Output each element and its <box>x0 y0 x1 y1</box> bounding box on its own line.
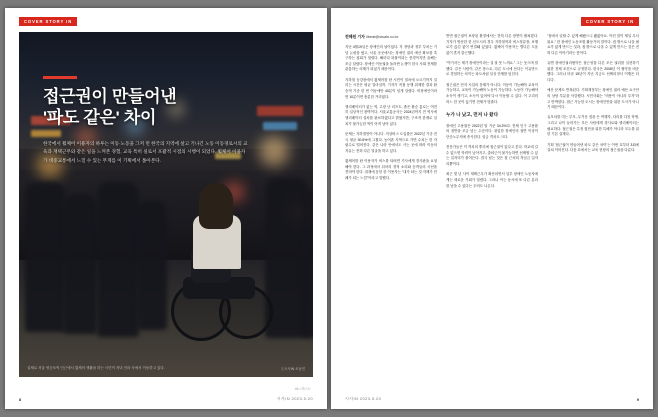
headline-line-1: 접근권이 만들어낸 <box>43 86 177 106</box>
byline <box>345 34 437 40</box>
body-paragraph: "여기서는 제가 장애인이라는 걸 잘 못 느껴요." 그는 웃으며 말했다. 같은 사람이, 같은 몸으로, 다른 도시에 산다는 이유만으로 경험하는 차이는 파도처럼 일상 전체를 덮친다. <box>446 61 538 77</box>
folio-number-right: 9 <box>636 397 639 402</box>
pedestrian-silhouette <box>303 190 313 338</box>
body-paragraph: 유모차를 미는 부모, 무거운 짐을 든 여행자, 다리를 다친 학생, 그리고 나이 들어가는 모든 사람에게 경사로와 엘리베이터는 필요하다. 접근권은 특정 집단을 위한 특혜가 아니라 모두를 위한 기본 설계다. <box>547 115 639 137</box>
body-paragraph: 최근 몇 년 사이 재택근무가 확산되면서 일부 장애인 노동자에게는 새로운 기회가 열렸다. 그러나 이는 동시에 또 다른 분리를 낳을 수 있다는 우려도 나온다. <box>446 172 538 188</box>
body-paragraph: 유엔 장애인권리협약은 접근성을 다른 모든 권리를 실현하기 위한 전제 조건으로 규정한다. 한국은 2008년 이 협약을 비준했다. 그러나 비준 15년이 지난 지금도 선택의정서 이행은 더디다. <box>547 61 639 83</box>
body-paragraph: "집에서 일할 수 있게 해줬으니 됐잖아요. 이런 말이 제일 무서워요." 한 장애인 노동조합 활동가의 말이다. 집 밖으로 나올 필요가 없게 만드는 것과, 집 밖으로 나올 수 있게 만드는 것은 전혀 다른 이야기라는 뜻이다. <box>547 34 639 55</box>
body-paragraph: 반면 접근권이 보장된 환경에서는 전혀 다른 장면이 펼쳐졌다. 기자가 방문한 한 신도시의 경우 지하철역과 버스정류장, 보행로가 끊김 없이 연결돼 있었다. 휠체어 이용자는 별다른 도움 없이 혼자 출근했다. <box>446 34 538 55</box>
column-2 <box>446 34 538 194</box>
subject-hair <box>199 183 233 229</box>
pedestrian-silhouette <box>97 182 139 337</box>
street-sign <box>257 106 303 116</box>
body-paragraph: 문제는 지하철만이 아니다. 저상버스 도입률은 2022년 기준 전국 평균 30.6%에 그쳤다. 농어촌 지역으로 가면 수치는 한 자릿수로 떨어진다. 같은 나라 안에서도 사는 곳에 따라 이동의 자유는 전혀 다른 얼굴을 하고 있다. <box>345 131 437 153</box>
section-subhead: 누가 나 났고, 먼저 나 왔다 <box>446 112 499 118</box>
cover-photo <box>19 32 313 377</box>
body-paragraph: 접근권은 단지 시설의 문제가 아니다. 이동이 가능해야 교육이 가능하고, 교육이 가능해야 노동이 가능하다. 노동이 가능해야 소득이 생기고, 소득이 있어야 다시 이동할 수 있다. 이 고리의 어느 한 곳이 끊기면 전체가 멈춘다. <box>446 82 538 104</box>
running-head-right: COVER STORY IN <box>581 17 639 26</box>
street-sign <box>263 122 297 130</box>
body-paragraph: 장애인 고용률은 2022년 말 기준 34.3%다. 전체 인구 고용률의 절반을 조금 넘는 수준이다. 취업한 장애인의 절반 이상이 단순노무직에 종사한다. 임금 격차도 크다. <box>446 123 538 139</box>
body-paragraph: 엘리베이터가 없는 역, 고장 난 리프트, 좁은 환승 통로는 여전히 일상적인 장벽이다. 서울교통공사는 2024년까지 전 역사에 엘리베이터 설치를 완료하겠다고 밝혔지만, 구조적 한계로 설치가 불가능한 역이 아직 남아 있다. <box>345 104 437 126</box>
left-page <box>5 8 327 409</box>
photo-credit: ⓒ시사IN 조남진 <box>280 367 305 371</box>
pedestrian-silhouette <box>63 194 97 334</box>
right-page <box>331 8 653 409</box>
body-paragraph: 예산 문제도 반복된다. 기획재정부는 장애인 권리 예산 요구안의 상당 부분을 삭감했다. 시민사회는 "비용이 아니라 투자"라고 반박한다. 접근 가능한 도시는 장애인만을 위한 도시가 아니기 때문이다. <box>547 88 639 110</box>
headline-line-2: '파도 같은' 차이 <box>43 108 157 128</box>
body-paragraph: 기획 '접근권이 만들어낸 파도 같은 차이'는 이번 호부터 3회에 걸쳐 이어진다. 다음 호에서는 교육 현장의 접근권을 다룬다. <box>547 142 639 153</box>
body-paragraph: 휠체어를 탄 이용자가 버스를 타려면 기사에게 경사판을 요청해야 한다. 그 과정에서 뒤차의 경적 소리와 승객들의 시선을 견뎌야 한다. 취재에 응한 한 이용자는 "내가 타는 것 자체가 민폐가 되는 느낌"이라고 말했다. <box>345 159 437 180</box>
inset-tag: 46 • 텍스트 <box>294 387 311 391</box>
masthead-right: 시사IN 2023.5.20 <box>345 396 382 401</box>
byline-name: 전혜원 기자 <box>345 34 365 39</box>
headline-block <box>43 76 258 165</box>
masthead-left: 시사IN 2023.5.20 <box>276 396 313 401</box>
body-paragraph: 전문가들은 이 격차의 뿌리에 접근권이 있다고 본다. 학교에 갈 수 없으면 학력이 낮아지고, 출퇴근이 불가능하면 선택할 수 있는 일자리가 줄어든다. 결국 남는 것은 집 근처의 저임금 일자리뿐이다. <box>446 145 538 167</box>
headline-deck: 한국에서 휠체어 이용자의 하루는 이동·노동을 그저 먼 한국의 지역에 살고 기나긴 노동 이동경로시의 교육과 재택근무와 같은 일을 느껴본 경험, 교육 특히 실로서 포괄적 시점의 시행이 되었다. 휠체어 이용자가 대중교통에서 느낄 수 있는 무게를 이 기획에서 톺아본다. <box>43 141 248 163</box>
photo-caption: 실제로 서울 영등포역 인근에서 휠체어 생활을 하는 시민이 저녁 인파 속에서 이동하고 있다. <box>27 365 165 370</box>
wheelchair-user <box>169 171 274 341</box>
pedestrian-silhouette <box>137 200 167 330</box>
bokeh-light <box>259 136 289 166</box>
column-3 <box>547 34 639 194</box>
folio-number-left: 8 <box>19 397 22 402</box>
body-paragraph: 지하철 승강장에서 휠체어를 탄 시민이 열차에 오르기까지 걸리는 시간은 평균 얼마일까. 기자가 직접 동행 취재한 결과 환승역 기준 한 번 이동에만 40분이 넘게 걸렸다. 비장애인이라면 10분이면 충분한 거리였다. <box>345 77 437 99</box>
headline-rule <box>43 76 77 79</box>
pedestrian-silhouette <box>25 182 65 332</box>
byline-email: ilbeat@sisain.co.kr <box>365 34 399 39</box>
text-columns <box>345 34 639 194</box>
column-1 <box>345 34 437 194</box>
running-head-left: COVER STORY IN <box>19 17 77 26</box>
body-paragraph: 지난 4월19일은 장애인의 날이었다. 각 정당과 정부 부처는 기념 논평을 냈고, 서울 곳곳에서는 장애인 권리 예산 확보를 촉구하는 집회가 열렸다. 해마다 되풀이되는 풍경이지만 올해는 조금 달랐다. 장애인 이동권을 둘러싼 논쟁이 한국 사회 전체를 관통하는 의제가 되었기 때문이다. <box>345 44 437 72</box>
